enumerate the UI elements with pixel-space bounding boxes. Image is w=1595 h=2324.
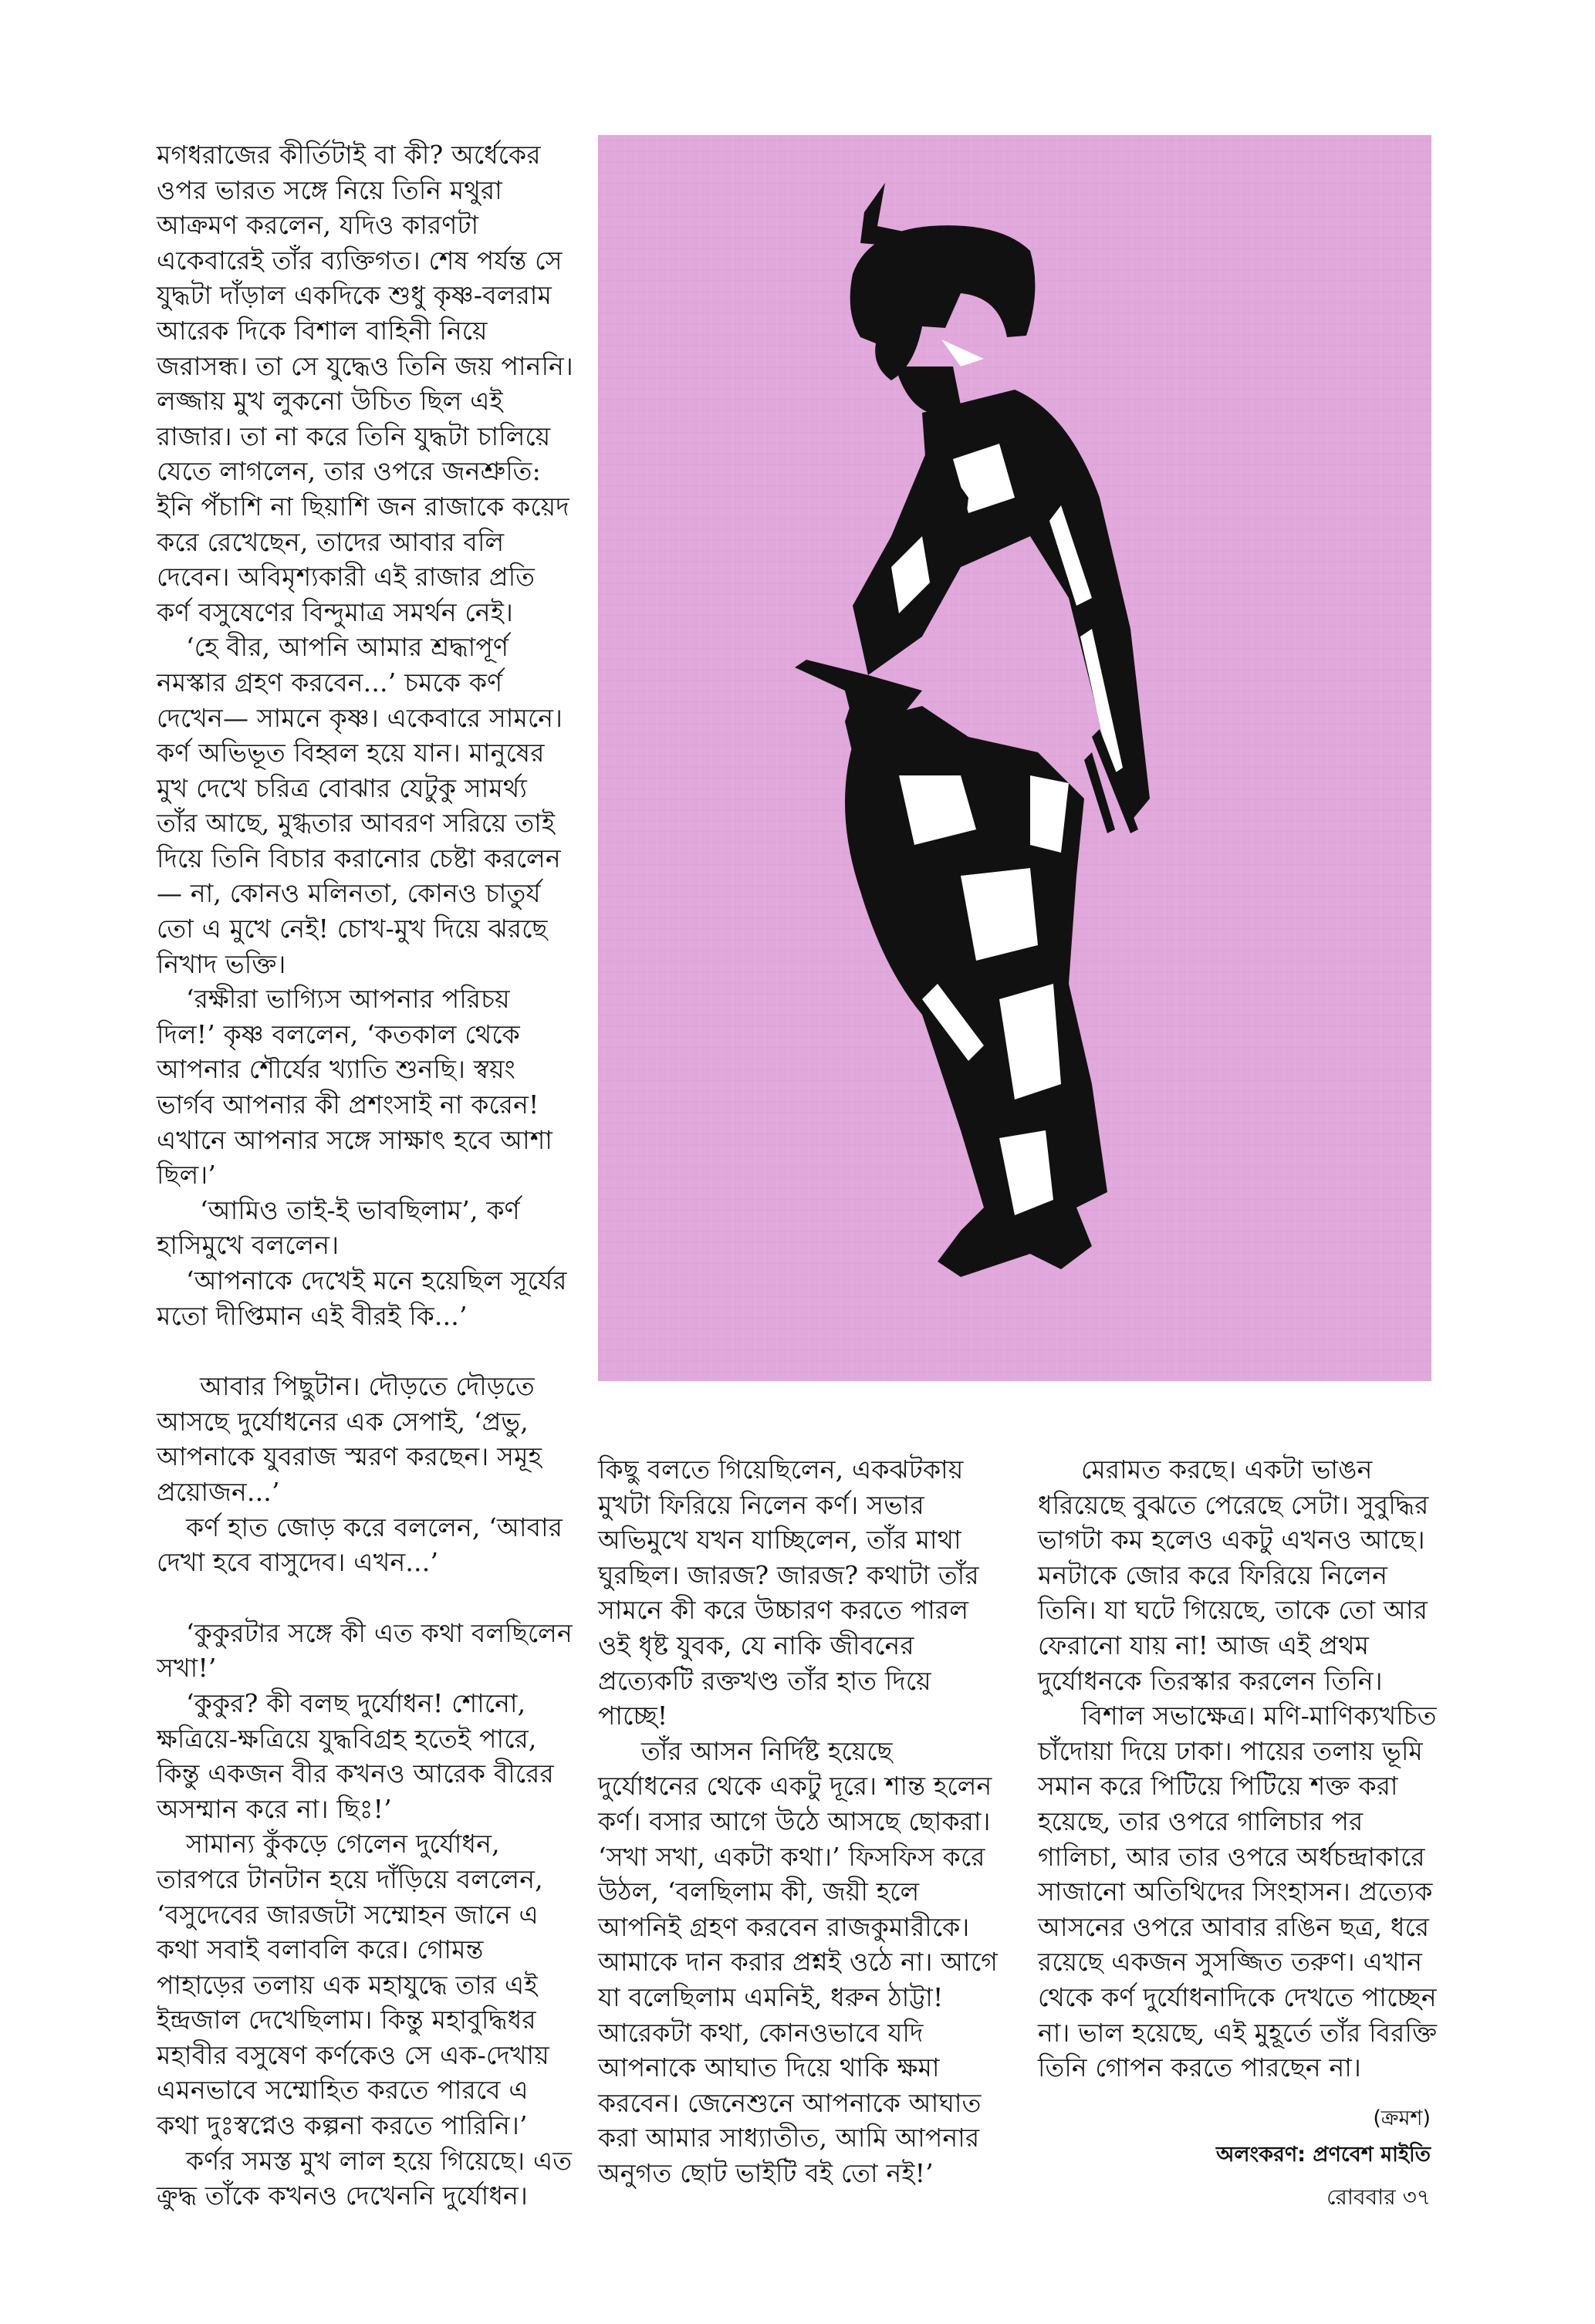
paragraph: কর্ণর সমস্ত মুখ লাল হয়ে গিয়েছে। এত ক্রুদ্ধ তাঁকে কখনও দেখেননি দুর্যোধন। bbox=[157, 2145, 573, 2211]
paragraph: বিশাল সভাক্ষেত্র। মণি-মাণিক্যখচিত চাঁদোয়া দিয়ে ঢাকা। পায়ের তলায় ভূমি সমান করে পিটিয়ে পিটিয়ে শক্ত করা হয়েছে, তার ওপরে গালিচার পর গালিচা, আর তার ওপরে অর্ধচন্দ্রাকারে সাজানো অতিথিদের সিংহাসন। প্রত্যেক আসনের ওপরে আবার রঙিন ছত্র, ধরে রয়েছে একজন সুসজ্জিত তরুণ। এখান থেকে কর্ণ দুর্যোধনাদিকে দেখতে পাচ্ছেন না। ভাল হয়েছে, এই মুহূর্তে তাঁর বিরক্তি তিনি গোপন করতে পারছেন না। bbox=[1038, 1701, 1438, 2083]
serial-note: (ক্রমশ) bbox=[1373, 2106, 1431, 2130]
paragraph: কর্ণ হাত জোড় করে বললেন, ‘আবার দেখা হবে বাসুদেব। এখন...’ bbox=[157, 1512, 563, 1578]
paragraph: কিছু বলতে গিয়েছিলেন, একঝটকায় মুখটা ফিরিয়ে নিলেন কর্ণ। সভার অভিমুখে যখন যাচ্ছিলেন, তাঁর মাথা ঘুরছিল। জারজ? জারজ? কথাটা তাঁর সামনে কী করে উচ্চারণ করতে পারল ওই ধৃষ্ট যুবক, যে নাকি জীবনের প্রত্যেকটি রক্তখণ্ড তাঁর হাত দিয়ে পাচ্ছে! bbox=[598, 1454, 979, 1731]
page-footer: রোববার ৩৭ bbox=[1326, 2184, 1431, 2210]
paragraph: ‘আমিও তাই-ই ভাবছিলাম’, কর্ণ হাসিমুখে বললেন। bbox=[157, 1194, 520, 1261]
paragraph: ‘আপনাকে দেখেই মনে হয়েছিল সূর্যের মতো দীপ্তিমান এই বীরই কি...’ bbox=[157, 1265, 567, 1331]
paragraph: ‘কুকুর? কী বলছ দুর্যোধন! শোনো, ক্ষত্রিয়ে-ক্ষত্রিয়ে যুদ্ধবিগ্রহ হতেই পারে, কিন্তু একজন বীর কখনও আরেক বীরের অসম্মান করে না। ছিঃ!’ bbox=[157, 1687, 554, 1824]
paragraph: ‘রক্ষীরা ভাগ্যিস আপনার পরিচয় দিল!’ কৃষ্ণ বললেন, ‘কতকাল থেকে আপনার শৌর্যের খ্যাতি শুনছি। স্বয়ং ভার্গব আপনার কী প্রশংসাই না করেন! এখানে আপনার সঙ্গে সাক্ষাৎ হবে আশা ছিল।’ bbox=[157, 984, 553, 1191]
section-break bbox=[157, 1580, 573, 1616]
paragraph: সামান্য কুঁকড়ে গেলেন দুর্যোধন, তারপরে টানটান হয়ে দাঁড়িয়ে বললেন, ‘বসুদেবের জারজটা সম্মোহন জানে এ কথা সবাই বলাবলি করে। গোমন্ত পাহাড়ের তলায় এক মহাযুদ্ধে তার এই ইন্দ্রজাল দেখেছিলাম। কিন্তু মহাবুদ্ধিধর মহাবীর বসুষেণ কর্ণকেও সে এক-দেখায় এমনভাবে সম্মোহিত করতে পারবে এ কথা দুঃস্বপ্নেও কল্পনা করতে পারিনি।’ bbox=[157, 1829, 549, 2141]
paragraph: মগধরাজের কীর্তিটাই বা কী? অর্ধেকের ওপর ভারত সঙ্গে নিয়ে তিনি মথুরা আক্রমণ করলেন, যদিও কারণটা একেবারেই তাঁর ব্যক্তিগত। শেষ পর্যন্ত সে যুদ্ধটা দাঁড়াল একদিকে শুধু কৃষ্ণ-বলরাম আরেক দিকে বিশাল বাহিনী নিয়ে জরাসন্ধ। তা সে যুদ্ধেও তিনি জয় পাননি। লজ্জায় মুখ লুকনো উচিত ছিল এই রাজার। তা না করে তিনি যুদ্ধটা চালিয়ে যেতে লাগলেন, তার ওপরে জনশ্রুতি: ইনি পঁচাশি না ছিয়াশি জন রাজাকে কয়েদ করে রেখেছেন, তাদের আবার বলি দেবেন। অবিমৃশ্যকারী এই রাজার প্রতি কর্ণ বসুষেণের বিন্দুমাত্র সমর্থন নেই। bbox=[157, 140, 573, 627]
paragraph: মেরামত করছে। একটা ভাঙন ধরিয়েছে বুঝতে পেরেছে সেটা। সুবুদ্ধির ভাগটা কম হলেও একটু এখনও আছে। মনটাকে জোর করে ফিরিয়ে নিলেন তিনি। যা ঘটে গিয়েছে, তাকে তো আর ফেরানো যায় না! আজ এই প্রথম দুর্যোধনকে তিরস্কার করলেন তিনি। bbox=[1038, 1454, 1429, 1696]
illustrator-credit: অলংকরণ: প্রণবেশ মাইতি bbox=[1216, 2143, 1431, 2167]
paragraph: আবার পিছুটান। দৌড়তে দৌড়তে আসছে দুর্যোধনের এক সেপাই, ‘প্রভু, আপনাকে যুবরাজ স্মরণ করছেন। সমূহ প্রয়োজন...’ bbox=[157, 1371, 542, 1507]
text-column-3 bbox=[1038, 1452, 1447, 2086]
text-column-1 bbox=[157, 137, 573, 2214]
paragraph: তাঁর আসন নির্দিষ্ট হয়েছে দুর্যোধনের থেকে একটু দূরে। শান্ত হলেন কর্ণ। বসার আগে উঠে আসছে ছোকরা। ‘সখা সখা, একটা কথা।’ ফিসফিস করে উঠল, ‘বলছিলাম কী, জয়ী হলে আপনিই গ্রহণ করবেন রাজকুমারীকে। আমাকে দান করার প্রশ্নই ওঠে না। আগে যা বলেছিলাম এমনিই, ধরুন ঠাট্টা! আরেকটা কথা, কোনওভাবে যদি আপনাকে আঘাত দিয়ে থাকি ক্ষমা করবেন। জেনেশুনে আপনাকে আঘাত করা আমার সাধ্যাতীত, আমি আপনার অনুগত ছোট ভাইটি বই তো নই!’ bbox=[598, 1735, 999, 2188]
figure-silhouette bbox=[598, 135, 1431, 1381]
illustration bbox=[598, 135, 1431, 1381]
text-column-2 bbox=[598, 1452, 999, 2191]
paragraph: ‘হে বীর, আপনি আমার শ্রদ্ধাপূর্ণ নমস্কার গ্রহণ করবেন...’ চমকে কর্ণ দেখেন— সামনে কৃষ্ণ। একেবারে সামনে। কর্ণ অভিভূত বিহ্বল হয়ে যান। মানুষের মুখ দেখে চরিত্র বোঝার যেটুকু সামর্থ্য তাঁর আছে, মুগ্ধতার আবরণ সরিয়ে তাই দিয়ে তিনি বিচার করানোর চেষ্টা করলেন— না, কোনও মলিনতা, কোনও চাতুর্য তো এ মুখে নেই! চোখ-মুখ দিয়ে ঝরছে নিখাদ ভক্তি। bbox=[157, 632, 563, 979]
paragraph: ‘কুকুরটার সঙ্গে কী এত কথা বলছিলেন সখা!’ bbox=[157, 1617, 573, 1684]
section-break bbox=[157, 1333, 573, 1369]
